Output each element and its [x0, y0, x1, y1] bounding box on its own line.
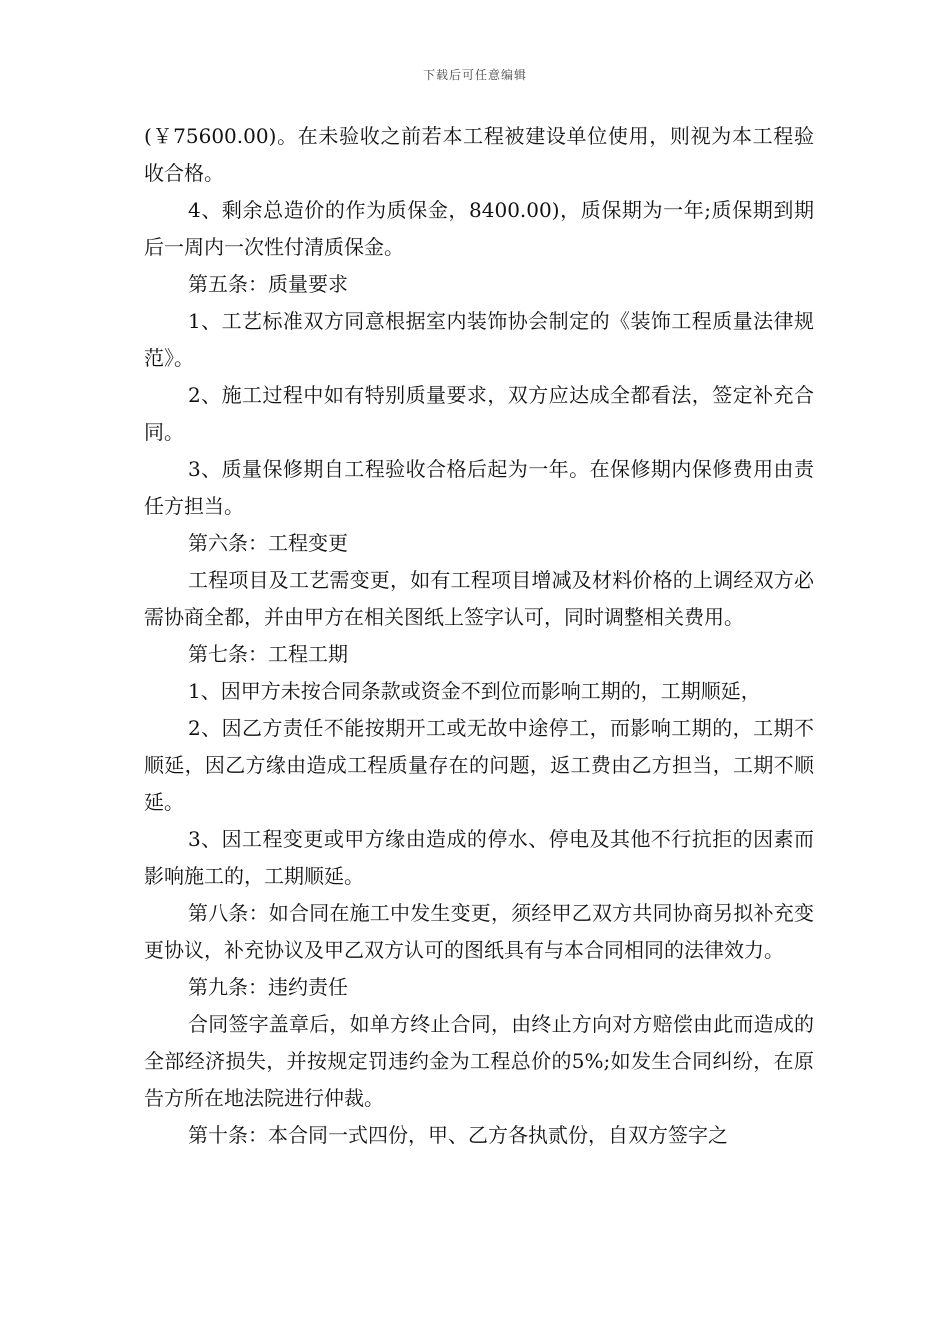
paragraph-quality-standard: 1、工艺标准双方同意根据室内装饰协会制定的《装饰工程质量法律规范》。 — [144, 309, 814, 370]
paragraph-project-change: 工程项目及工艺需变更，如有工程项目增减及材料价格的上调经双方必需协商全都，并由甲方在相关图纸上签字认可，同时调整相关费用。 — [144, 568, 814, 629]
heading-article-6: 第六条：工程变更 — [188, 531, 348, 555]
paragraph-special-quality: 2、施工过程中如有特别质量要求，双方应达成全都看法，签定补充合同。 — [144, 383, 814, 444]
heading-article-9: 第九条：违约责任 — [188, 975, 348, 999]
paragraph-article-8: 第八条：如合同在施工中发生变更，须经甲乙双方共同协商另拟补充变更协议，补充协议及甲乙双方认可的图纸具有与本合同相同的法律效力。 — [144, 901, 814, 962]
paragraph-warranty-deposit: 4、剩余总造价的作为质保金，8400.00)，质保期为一年;质保期到期后一周内一次性付清质保金。 — [144, 198, 814, 259]
paragraph-breach: 合同签字盖章后，如单方终止合同，由终止方向对方赔偿由此而造成的全部经济损失，并按规定罚违约金为工程总价的5%;如发生合同纠纷，在原告方所在地法院进行仲裁。 — [144, 1012, 814, 1110]
paragraph-delay-force-majeure: 3、因工程变更或甲方缘由造成的停水、停电及其他不行抗拒的因素而影响施工的，工期顺延。 — [144, 827, 814, 888]
page-header: 下载后可任意编辑 — [422, 68, 527, 82]
paragraph-delay-party-a: 1、因甲方未按合同条款或资金不到位而影响工期的，工期顺延， — [188, 679, 761, 703]
paragraph-article-10: 第十条：本合同一式四份，甲、乙方各执贰份，自双方签字之 — [188, 1123, 728, 1147]
heading-article-5: 第五条：质量要求 — [188, 272, 348, 296]
paragraph-payment-continuation: (￥75600.00)。在未验收之前若本工程被建设单位使用，则视为本工程验收合格。 — [144, 124, 814, 185]
document-body — [144, 118, 814, 1154]
paragraph-delay-party-b: 2、因乙方责任不能按期开工或无故中途停工，而影响工期的，工期不顺延，因乙方缘由造成工程质量存在的问题，返工费由乙方担当，工期不顺延。 — [144, 716, 814, 814]
paragraph-warranty-period: 3、质量保修期自工程验收合格后起为一年。在保修期内保修费用由责任方担当。 — [144, 457, 814, 518]
heading-article-7: 第七条：工程工期 — [188, 642, 348, 666]
